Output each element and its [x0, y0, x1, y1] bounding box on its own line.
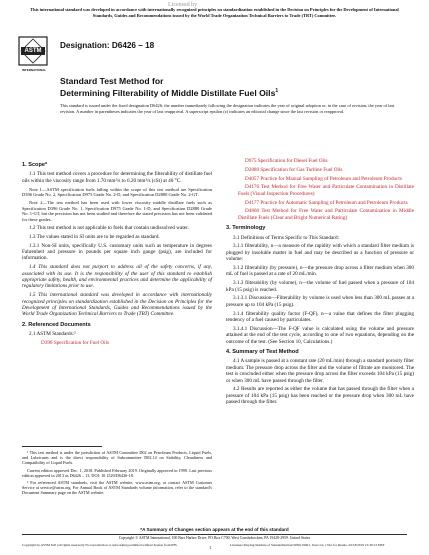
reference-title[interactable]: Test Method for Free Water and Particulate Contamination in Middle Distillate Fuels (Clear and Bright Numerical Rating): [238, 208, 415, 221]
para-1-3: 1.3 The values stated in SI units are to be regarded as standard.: [29, 233, 160, 240]
reference-title[interactable]: Test Method for Free Water and Particulate Contamination in Distillate Fuels (Visual Inspection Procedures): [238, 184, 414, 197]
reference-item: [22, 340, 212, 346]
para-4-2: 4.2 Results are reported as either the volume that has passed through the filter when a pressure of 104 kPa (15 psig) has been reached or the pressure drop when 300 mL have passed through the filter.: [226, 386, 414, 406]
para-3-1-4-1: 3.1.4.1 Discussion—The F-QF value is calculated using the volume and pressure attained at the end of the test cycle, according to one of two equations, depending on the outcome of the test. (See Section 10, Calculations.): [226, 325, 414, 345]
para-1-4: 1.4 This standard does not purport to address all of the safety concerns, if any, associated with its use. It is the responsibility of the user of this standard to establish appropriate safety, health, and environmental practices and determine the applicability of regulatory limitations prior to use.: [22, 264, 212, 290]
para-1-2: 1.2 This test method is not applicable to fuels that contain undissolved water.: [29, 224, 189, 231]
reference-title[interactable]: Practice for Manual Sampling of Petroleum and Petroleum Products: [260, 175, 402, 182]
reference-item: [226, 167, 414, 173]
title-footnote-mark: 1: [275, 88, 279, 95]
footnote-1: ¹ This test method is under the jurisdiction of ASTM Committee D02 on Petroleum Products, Liquid Fuels, and Lubricants and is the direct responsibility of Subcommittee D02.14 on Stability, Cleanliness and Compatibility of Liquid Fuels.: [22, 450, 212, 466]
wto-notice: This international standard was developed in accordance with internationally recognized principles on standardization established in the Decision on Principles for the Development of International Standards, Guides and Recommendations issued by the World Trade Organization Technical Barriers to Trade (TBT) Committee.: [30, 7, 399, 18]
copyright-line: Copyright © ASTM International, 100 Barr Harbor Drive, PO Box C700, West Conshohocken, PA 19428-2959. United States: [118, 536, 311, 540]
reference-item: [226, 208, 414, 221]
reference-item: [226, 200, 414, 206]
note-2: Note 2—The test method has been used with lower viscosity middle distillate fuels such as Specification D396 Grade No. 1, Specification D975 Grade No. 1-D, and Specification D2880 Grade No. 1-GT, but the precision has not been studied and therefore the stated precision has not been validated for these grades.: [22, 200, 212, 222]
para-1-5: 1.5 This international standard was developed in accordance with internationally recognized principles on standardization established in the Decision on Principles for the Development of International Standards, Guides and Recommendations issued by the World Trade Organization Technical Barriers to Trade (TBT) Committee.: [22, 292, 212, 318]
designation: Designation: D6426 – 18: [60, 41, 155, 50]
section-heading-referenced-docs: 2. Referenced Documents: [22, 321, 91, 328]
page-number: 1: [209, 545, 212, 550]
right-column: [226, 158, 414, 408]
para-1-1: 1.1 This test method covers a procedure for determining the filterability of distillate fuel oils within the viscosity range from 1.70 mm²/s to 6.20 mm²/s (cSt) at 40 °C.: [22, 171, 212, 184]
reference-item: [226, 184, 414, 197]
reference-link[interactable]: D4860: [245, 208, 260, 215]
document-title: [60, 76, 400, 98]
reference-title[interactable]: Specification for Fuel Oils: [53, 340, 110, 346]
reference-link[interactable]: D975: [245, 158, 257, 164]
para-4-1: 4.1 A sample is passed at a constant rate (20 mL/min) through a standard porosity filter medium. The pressure drop across the filter and the volume of filtrate are monitored. The test is concluded either when the pressure drop across the filter exceeds 104 kPa (15 psig) or when 300 mL have passed through the filter.: [226, 358, 414, 384]
para-3-1: 3.1 Definitions of Terms Specific to This Standard:: [233, 234, 340, 241]
section-heading-terminology: 3. Terminology: [226, 225, 266, 232]
license-notice-right: Licensee=Dayang Institute of Standardization/5956119001, User=xx, r Not for Resale, 02/18/2019 15:30:13 MST: [230, 543, 385, 547]
reference-list: [226, 158, 414, 221]
reference-link[interactable]: D4057: [245, 175, 260, 182]
note-1: Note 1—ASTM specification fuels falling within the scope of this test method are Specification D396 Grade No. 2, Specification D975 Grade No. 2-D, and Specification D2880 Grade No. 2-GT.: [22, 186, 212, 198]
para-2-1: 2.1 ASTM Standards:²: [29, 331, 76, 338]
left-column: [22, 158, 212, 349]
reference-link[interactable]: D4177: [245, 199, 260, 206]
title-line-1: Standard Test Method for: [60, 76, 164, 86]
reference-link[interactable]: D2880: [245, 166, 260, 173]
footnote-2: ² For referenced ASTM standards, visit the ASTM website, www.astm.org, or contact ASTM Customer Service at service@astm.org. For Annual Book of ASTM Standards volume information, refer to the standard's Document Summary page on the ASTM website.: [22, 480, 212, 496]
title-text: Determining Filterability of Middle Distillate Fuel Oils: [60, 88, 276, 99]
section-heading-scope: 1. Scope*: [22, 162, 48, 168]
reference-title[interactable]: Specification for Diesel Fuel Oils: [257, 158, 328, 164]
footnote-1-edition: Current edition approved Dec. 1, 2018. Published February 2019. Originally approved in 1999. Last previous edition approved in 2013 as D6426 – 13. DOI: 10.1520/D6426-18.: [22, 467, 212, 478]
reference-title[interactable]: Practice for Automatic Sampling of Petroleum and Petroleum Products: [260, 199, 408, 206]
reference-item: [226, 158, 414, 164]
para-3-1-4: 3.1.4 filterability quality factor (F-QF), n—a value that defines the filter plugging tendency of a fuel caused by particulates.: [226, 310, 414, 324]
para-3-1-3-1: 3.1.3.1 Discussion—Filterability by volume is used when less than 300 mL passes at a pressure up to 104 kPa (15 psig).: [226, 295, 414, 308]
summary-of-changes-notice: *A Summary of Changes section appears at the end of this standard: [140, 527, 289, 532]
logo-subtext: INTERNATIONAL: [21, 68, 47, 72]
footnote-divider: [22, 446, 102, 447]
reference-link[interactable]: D4176: [245, 184, 260, 191]
watermark: Licensed by: [168, 2, 198, 8]
para-3-1-2: 3.1.2 filterability (by pressure), n—the pressure drop across a filter medium when 300 mL of fuel is passed at a rate of 20 mL/min.: [226, 265, 414, 278]
reference-link[interactable]: D396: [41, 340, 53, 346]
para-1-3-1: 1.3.1 Non-SI units, specifically U.S. customary units such as temperature in degrees Fahrenheit and pressure in pounds per square inch gauge (psig), are included for information.: [22, 242, 212, 262]
preface-paragraph: This standard is issued under the fixed designation D6426; the number immediately following the designation indicates the year of original adoption or, in the case of revision, the year of last revision. A number in parentheses indicates the year of last reapproval. A superscript epsilon (ε) indicates an editorial change since the last revision or reapproval.: [60, 103, 395, 114]
bottom-divider: [22, 534, 407, 535]
para-3-1-1: 3.1.1 filterability, n—a measure of the rapidity with which a standard filter medium is plugged by insoluble matter in fuel and may be described as a function of pressure or volume:: [226, 243, 414, 263]
para-3-1-3: 3.1.3 filterability (by volume), n—the volume of fuel passed when a pressure of 104 kPa (15 psig) is reached.: [226, 280, 414, 293]
license-notice-left: Copyright by ASTM Int'l (all rights reserved); No reproduction or networking permitted without license from IHS: [22, 543, 177, 547]
logo-text: ASTM: [24, 48, 42, 54]
footnotes: [22, 450, 212, 498]
title-line-2: [60, 86, 400, 98]
reference-item: [226, 176, 414, 182]
reference-title[interactable]: Specification for Gas Turbine Fuel Oils: [260, 166, 343, 173]
section-heading-summary: 4. Summary of Test Method: [226, 349, 299, 356]
